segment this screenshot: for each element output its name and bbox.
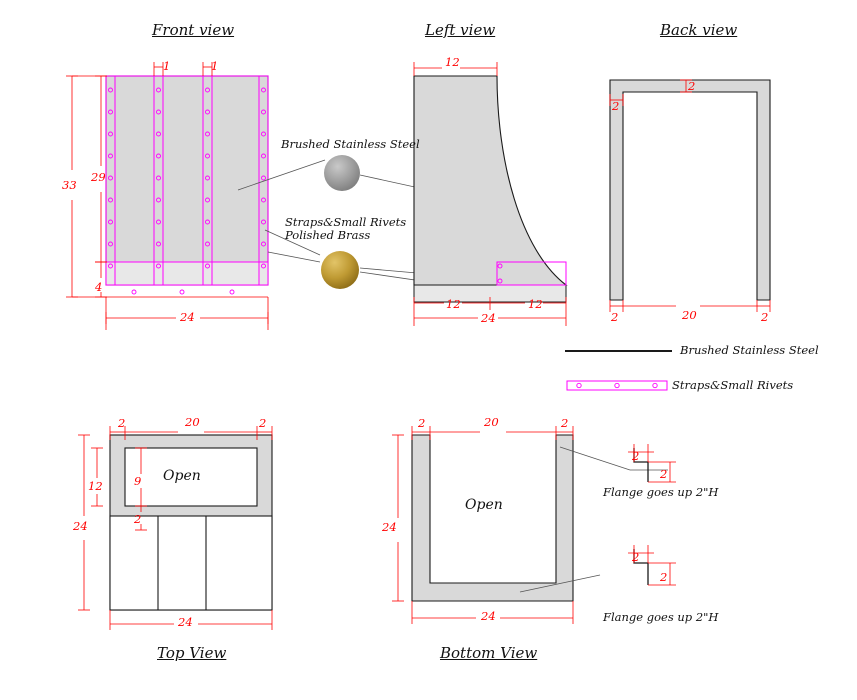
dim-left-bottom-left: 12 [446,297,461,311]
callout-flange-bottom: Flange goes up 2"H [603,610,719,624]
back-view-geometry [610,80,770,312]
open-label-top-view: Open [163,468,201,484]
dim-front-strap-right: 1 [211,59,219,73]
top-view-title: Top View [157,644,227,662]
dim-back-right-foot: 2 [761,310,769,324]
legend-straps-small-rivets: Straps&Small Rivets [672,378,794,392]
dim-bottom-height: 24 [382,520,397,534]
dim-top-total-width: 24 [178,615,193,629]
bottom-view-title: Bottom View [440,644,538,662]
note-polished-brass: Polished Brass [285,228,371,242]
dim-detail-top-h: 2 [632,449,640,463]
dim-detail-top-v: 2 [660,467,668,481]
dim-left-total-width: 24 [481,311,496,325]
front-view-title: Front view [152,21,235,39]
open-label-bottom-view: Open [465,497,503,513]
dim-left-top-width: 12 [445,55,460,69]
dim-back-side-thickness: 2 [612,99,620,113]
polished-brass-swatch [321,251,359,289]
note-straps-small-rivets: Straps&Small Rivets [285,215,407,229]
left-view-geometry [414,62,566,326]
dim-top-flange-depth: 2 [134,512,142,526]
legend-brushed-stainless-steel: Brushed Stainless Steel [680,343,819,357]
dim-top-total-depth: 24 [73,519,88,533]
dim-detail-bottom-h: 2 [632,550,640,564]
dim-front-height-base: 4 [95,280,103,294]
top-view-geometry [78,426,272,630]
dim-back-top-thickness: 2 [688,79,696,93]
dim-bottom-right-flange: 2 [561,416,569,430]
dim-front-width: 24 [180,310,195,324]
dim-back-left-foot: 2 [611,310,619,324]
dim-detail-bottom-v: 2 [660,570,668,584]
callout-flange-top: Flange goes up 2"H [603,485,719,499]
dim-back-inner-width: 20 [682,308,697,322]
dim-left-bottom-right: 12 [528,297,543,311]
dim-bottom-width: 24 [481,609,496,623]
dim-top-inner-width: 20 [185,415,200,429]
dim-front-height-upper: 29 [91,170,106,184]
dim-front-strap-left: 1 [163,59,171,73]
note-brushed-stainless-steel: Brushed Stainless Steel [281,137,420,151]
dim-top-right-flange: 2 [259,416,267,430]
dim-top-inner-depth: 9 [134,474,142,488]
dim-bottom-inner-width: 20 [484,415,499,429]
left-view-title: Left view [425,21,496,39]
dim-top-open-depth: 12 [88,479,103,493]
dim-front-height-total: 33 [62,178,77,192]
dim-bottom-left-flange: 2 [418,416,426,430]
legend-symbols [565,351,672,390]
brushed-stainless-steel-swatch [324,155,360,191]
back-view-title: Back view [660,21,738,39]
dim-top-left-flange: 2 [118,416,126,430]
